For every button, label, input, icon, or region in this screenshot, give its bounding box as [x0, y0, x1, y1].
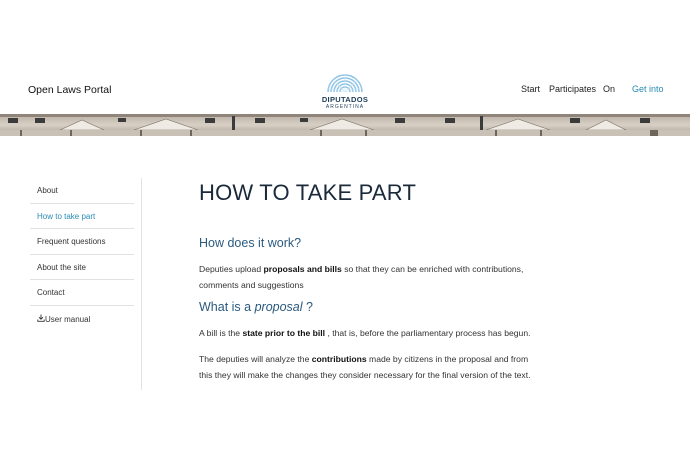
bold-segment: state prior to the bill [242, 328, 326, 338]
download-icon [37, 314, 45, 322]
page-title: HOW TO TAKE PART [199, 180, 417, 205]
logo-subtitle: ARGENTINA [325, 104, 365, 110]
sidebar-item-about-the-site[interactable]: About the site [30, 255, 134, 281]
sidebar-item-about[interactable]: About [30, 178, 134, 204]
nav-participates[interactable]: Participates [549, 84, 597, 94]
diputados-logo[interactable] [310, 70, 380, 114]
section-heading-what-is-a-proposal [199, 299, 579, 315]
sidebar-item-contact[interactable]: Contact [30, 280, 134, 306]
bold-segment: contributions [311, 354, 367, 364]
text-segment: so that they can be enriched with contributions, [341, 264, 524, 274]
section-heading-how-does-it-work: How does it work? [199, 236, 302, 250]
text-segment: made by citizens in the proposal and from [366, 354, 529, 364]
paragraph-deputies-analyze [199, 351, 579, 383]
site-name[interactable]: Open Laws Portal [28, 84, 112, 96]
sidebar-item-user-manual[interactable] [30, 306, 134, 332]
user-manual-label: User manual [45, 314, 91, 324]
sidebar-item-frequent-questions[interactable]: Frequent questions [30, 229, 134, 255]
heading-segment: ? [302, 300, 313, 314]
heading-segment: What is a [199, 300, 255, 314]
paragraph-bill-definition [199, 325, 579, 341]
text-segment: , that is, before the parliamentary process has begun. [325, 328, 531, 338]
paragraph-how-it-works [199, 261, 579, 293]
bold-segment: proposals and bills [263, 264, 342, 274]
logo-title: DIPUTADOS [321, 95, 369, 104]
main-content [199, 178, 579, 383]
site-header [0, 64, 690, 114]
sidebar-divider [141, 178, 142, 390]
text-segment: A bill is the [199, 328, 243, 338]
building-banner [0, 114, 690, 136]
nav-login[interactable]: Get into [632, 84, 664, 94]
building-facade-image [0, 114, 690, 136]
sidebar-item-how-to-take-part[interactable]: How to take part [30, 204, 134, 230]
heading-emphasis: proposal [254, 300, 303, 314]
text-segment: this they will make the changes they consider necessary for the final version of the text. [199, 370, 531, 380]
nav-on[interactable]: On [603, 84, 616, 94]
text-segment: The deputies will analyze the [199, 354, 312, 364]
sidebar-nav [30, 178, 134, 332]
text-segment: comments and suggestions [199, 280, 304, 290]
nav-start[interactable]: Start [521, 84, 541, 94]
text-segment: Deputies upload [199, 264, 264, 274]
logo-arcs-icon [325, 70, 365, 94]
